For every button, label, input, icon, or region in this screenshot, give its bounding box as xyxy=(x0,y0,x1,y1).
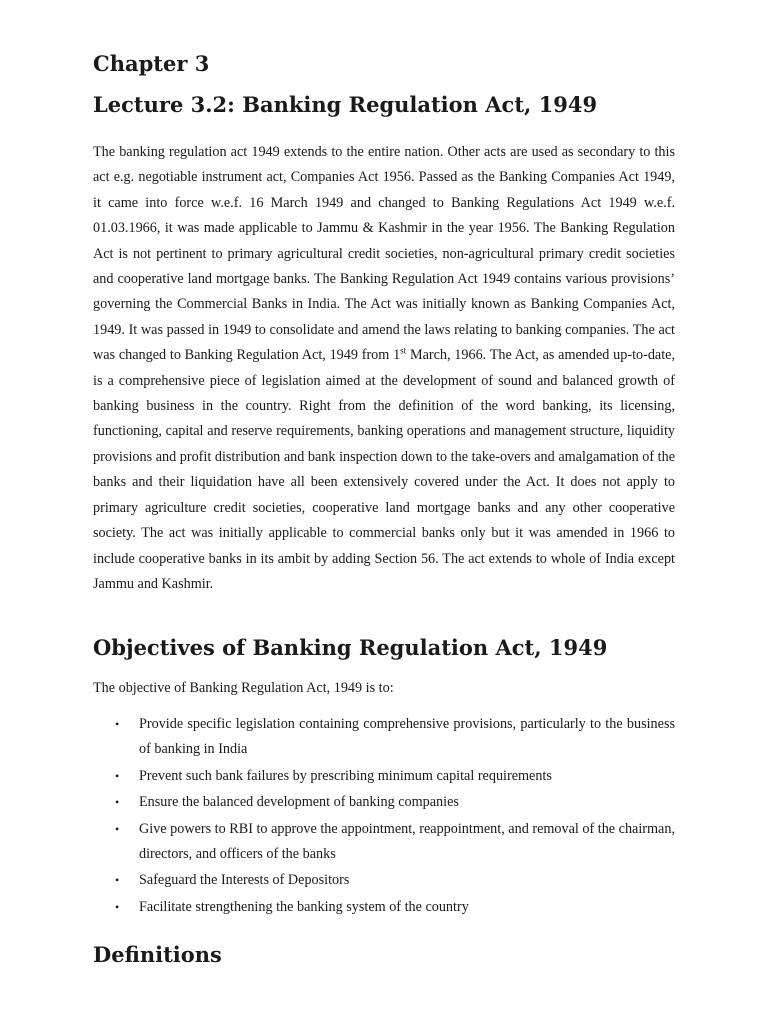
list-item-text: Safeguard the Interests of Depositors xyxy=(139,872,350,889)
body-text-part1: The banking regulation act 1949 extends to the entire nation. Other acts are used as secondary to this act e.g. negotiable instrument act, Companies Act 1956. Passed as the Banking Companies Act 1949, it came into force w.e.f. 16 March 1949 and changed to Banking Regulations Act 1949 w.e.f. 01.03.1966, it was made applicable to Jammu & Kashmir in the year 1956. The Banking Regulation Act is not pertinent to primary agricultural credit societies, non-agricultural primary credit societies and cooperative land mortgage banks. The Banking Regulation Act 1949 contains various provisions’ governing the Commercial Banks in India. The Act was initially known as Banking Companies Act, 1949. It was passed in 1949 to consolidate and amend the laws relating to banking companies. The act was changed to Banking Regulation Act, 1949 from 1 xyxy=(93,144,675,364)
bullet-icon: • xyxy=(115,899,120,914)
list-item xyxy=(93,712,675,763)
list-item-text: Provide specific legislation containing comprehensive provisions, particularly to the business of banking in India xyxy=(139,716,675,758)
bullet-icon: • xyxy=(115,821,120,836)
objectives-intro: The objective of Banking Regulation Act, 1949 is to: xyxy=(93,680,394,696)
chapter-title: Chapter 3 xyxy=(93,51,210,76)
ordinal-superscript: st xyxy=(400,345,407,356)
bullet-icon: • xyxy=(115,768,120,783)
list-item xyxy=(93,790,675,815)
definitions-heading: Definitions xyxy=(93,942,222,967)
body-text-part2: March, 1966. The Act, as amended up-to-date, is a comprehensive piece of legislation aimed at the development of sound and balanced growth of banking business in the country. Right from the definition of the word banking, its licensing, functioning, capital and reserve requirements, banking operations and management structure, liquidity provisions and profit distribution and bank inspection down to the take-overs and amalgamation of the banks and their liquidation have all been extensively covered under the Act. It does not apply to primary agriculture credit societies, cooperative land mortgage banks and any other cooperative society. The act was initially applicable to commercial banks only but it was amended in 1966 to include cooperative banks in its ambit by adding Section 56. The act extends to whole of India except Jammu and Kashmir. xyxy=(93,347,676,592)
bullet-icon: • xyxy=(115,795,120,810)
list-item-text: Facilitate strengthening the banking system of the country xyxy=(139,898,469,915)
lecture-title: Lecture 3.2: Banking Regulation Act, 1949 xyxy=(93,92,598,117)
objectives-list xyxy=(93,712,675,921)
list-item-text: Give powers to RBI to approve the appointment, reappointment, and removal of the chairman, directors, and officers of the banks xyxy=(139,820,675,863)
list-item xyxy=(93,895,675,920)
objectives-heading: Objectives of Banking Regulation Act, 1949 xyxy=(93,635,608,660)
list-item xyxy=(93,817,675,868)
body-paragraph xyxy=(93,140,675,597)
list-item-text: Ensure the balanced development of banking companies xyxy=(139,794,459,811)
bullet-icon: • xyxy=(115,717,120,731)
list-item-text: Prevent such bank failures by prescribing minimum capital requirements xyxy=(139,767,552,784)
list-item xyxy=(93,868,675,893)
bullet-icon: • xyxy=(115,873,120,888)
list-item xyxy=(93,764,675,789)
